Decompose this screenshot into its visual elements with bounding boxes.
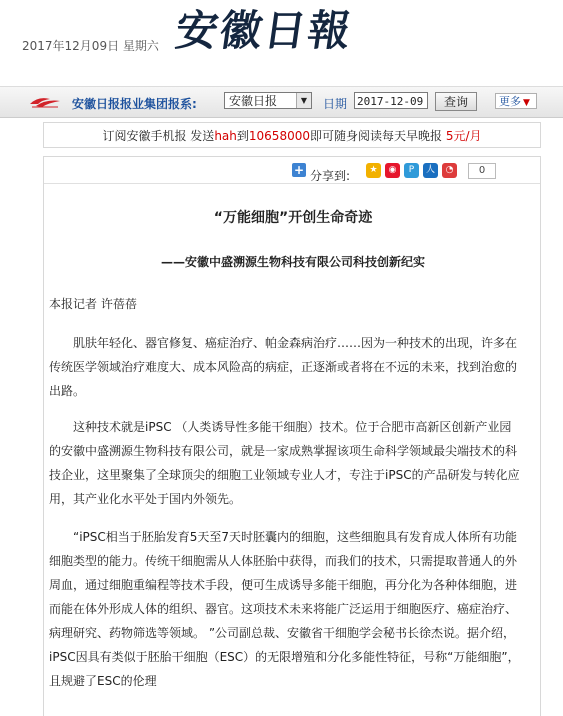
- tencent-weibo-icon[interactable]: ◔: [442, 163, 457, 178]
- navigation-toolbar: [0, 86, 563, 118]
- caret-down-icon: ▼: [523, 98, 530, 108]
- article-subtitle: ——安徽中盛溯源生物科技有限公司科技创新纪实: [160, 255, 425, 269]
- subscribe-text-3: 即可随身阅读每天早晚报: [309, 129, 446, 143]
- share-label: 分享到:: [310, 169, 351, 183]
- qzone-icon[interactable]: ★: [366, 163, 381, 178]
- article-title: “万能细胞”开创生命奇迹: [213, 210, 373, 226]
- newspaper-logo[interactable]: 安徽日報: [172, 6, 356, 55]
- date-label: 日期: [323, 97, 348, 111]
- divider: [44, 183, 540, 184]
- subscribe-price: 5元/月: [445, 129, 482, 143]
- more-button-label: 更多: [499, 95, 521, 108]
- plus-icon[interactable]: +: [293, 163, 305, 177]
- pengyou-icon[interactable]: P: [404, 163, 419, 178]
- date-input[interactable]: 2017-12-09: [354, 92, 428, 109]
- more-button[interactable]: [495, 93, 537, 109]
- chevron-down-icon[interactable]: ▼: [296, 93, 311, 108]
- subscribe-text-1: 订阅安徽手机报 发送: [102, 129, 215, 143]
- weibo-icon[interactable]: ◉: [385, 163, 400, 178]
- article-paragraph: “iPSC相当于胚胎发育5天至7天时胚囊内的细胞，这些细胞具有发育成人体所有功能细胞类型的能力。传统干细胞需从人体胚胎中获得，而我们的技术，只需提取普通人的外周血，通过细胞重编程等技术手段，便可生成诱导多能干细胞，再分化为各种体细胞，进而能在体外形成人体的组织、器官。这项技术未来将能广泛运用于细胞医疗、癌症治疗、病理研究、药物筛选等领域。 ”公司副总裁、安徽省干细胞学会秘书长徐杰说。据介绍，iPSC因具有类似于胚胎干细胞（ESC）的无限增殖和分化多能性特征，号称“万能细胞”，且规避了ESC的伦理: [49, 530, 520, 688]
- bird-logo-icon: [28, 95, 62, 109]
- date-line: 2017年12月09日 星期六: [22, 39, 159, 53]
- subscribe-banner[interactable]: [43, 122, 541, 148]
- article-paragraph: 这种技术就是iPSC （人类诱导性多能干细胞）技术。位于合肥市高新区创新产业园的安徽中盛溯源生物科技有限公司，就是一家成熟掌握该项生命科学领域最尖端技术的科技企业，这里聚集了全球顶尖的细胞工业领域专业人才，专注于iPSC的产品研发与转化应用，其产业化水平处于国内外领先。: [49, 420, 520, 506]
- masthead: [0, 0, 563, 86]
- renren-icon[interactable]: 人: [423, 163, 438, 178]
- article-panel: [43, 156, 541, 716]
- subscribe-text-2: 到: [236, 129, 249, 143]
- group-label: 安徽日报报业集团报系:: [72, 97, 197, 111]
- article-byline: 本报记者 许蓓蓓: [49, 297, 137, 311]
- query-button[interactable]: 查询: [435, 92, 477, 111]
- share-count: 0: [468, 163, 496, 179]
- paper-select[interactable]: [224, 92, 312, 109]
- subscribe-code: hah: [214, 129, 237, 143]
- paper-select-value: 安徽日报: [229, 94, 278, 108]
- subscribe-number: 10658000: [248, 129, 310, 143]
- article-paragraph: 肌肤年轻化、器官修复、癌症治疗、帕金森病治疗……因为一种技术的出现，许多在传统医学领域治疗难度大、成本风险高的病症，正逐渐或者将在不远的未来，找到治愈的出路。: [49, 336, 518, 398]
